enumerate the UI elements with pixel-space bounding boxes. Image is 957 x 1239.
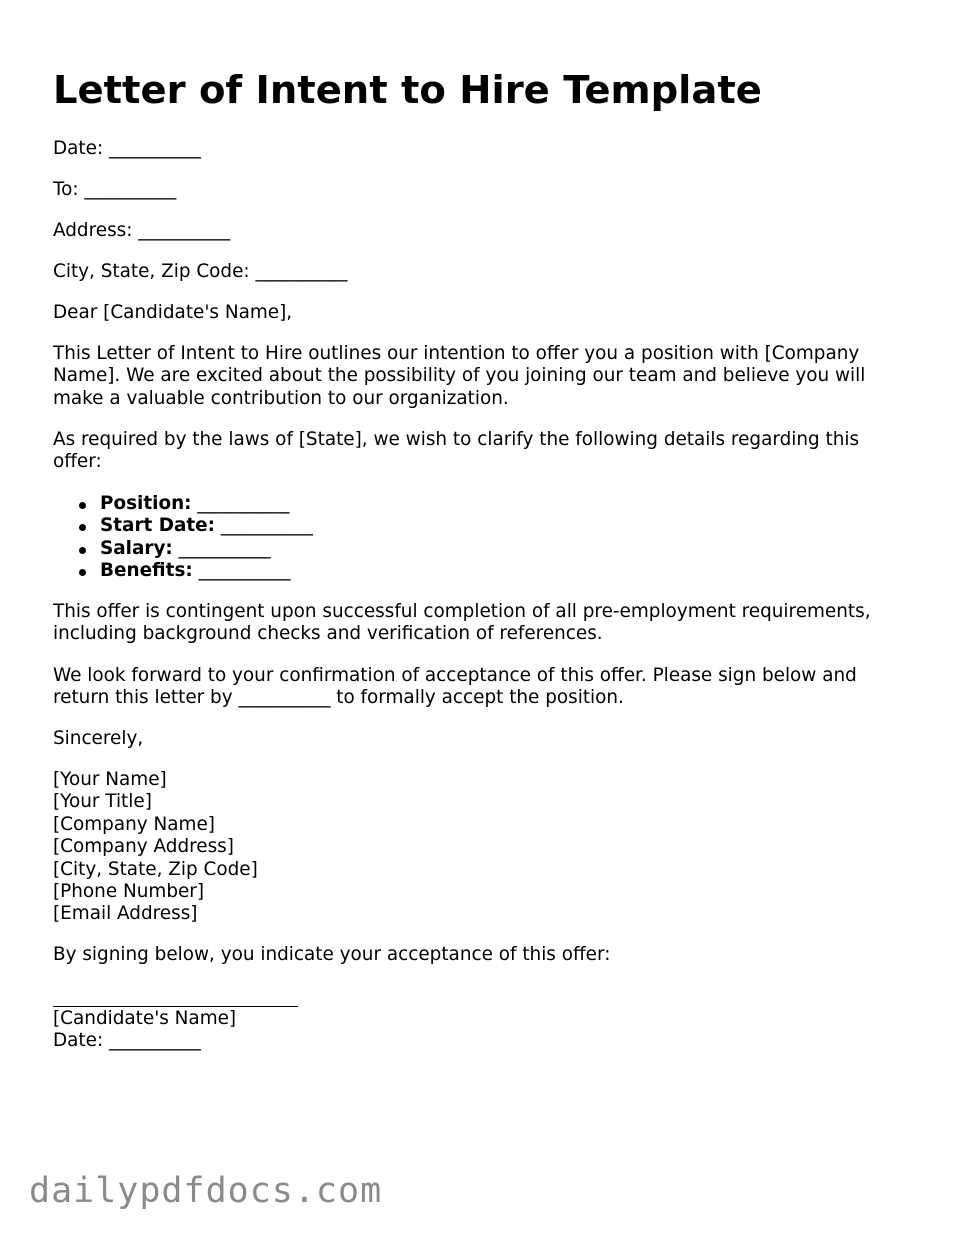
list-item: [53, 515, 313, 537]
offer-details-list: [53, 493, 313, 583]
detail-label: Start Date:: [100, 515, 216, 537]
sender-title: [Your Title]: [53, 791, 152, 813]
detail-value: __________: [178, 537, 271, 559]
sender-signature-block: [53, 769, 258, 926]
detail-value: __________: [197, 493, 290, 514]
contingent-paragraph: This offer is contingent upon successful completion of all pre-employment requirements, including background checks and verification of references.: [53, 601, 871, 645]
company-city-state-zip: [City, State, Zip Code]: [53, 858, 258, 880]
to-field: To: __________: [53, 179, 177, 200]
candidate-date: Date: __________: [53, 1030, 201, 1051]
company-name: [Company Name]: [53, 813, 215, 835]
bullet-icon: [79, 524, 86, 531]
email-address: [Email Address]: [53, 903, 198, 925]
bullet-icon: [79, 502, 86, 509]
phone-number: [Phone Number]: [53, 881, 205, 903]
detail-label: Salary:: [100, 537, 173, 559]
date-field: Date: __________: [53, 138, 201, 159]
confirmation-paragraph: We look forward to your confirmation of acceptance of this offer. Please sign below and return this letter by __________ to formally accept the position.: [53, 665, 857, 709]
bullet-icon: [79, 547, 86, 554]
salutation: Dear [Candidate's Name],: [53, 302, 293, 323]
list-item: [53, 538, 313, 560]
watermark: dailypdfdocs.com: [29, 1171, 383, 1211]
acceptance-text: By signing below, you indicate your acceptance of this offer:: [53, 944, 611, 965]
closing: Sincerely,: [53, 728, 144, 749]
detail-label: Benefits:: [100, 560, 193, 582]
laws-paragraph: As required by the laws of [State], we wish to clarify the following details regarding this offer:: [53, 429, 860, 473]
candidate-name: [Candidate's Name]: [53, 1008, 237, 1029]
document-title: Letter of Intent to Hire Template: [53, 68, 762, 113]
list-item: [53, 560, 313, 582]
list-item: [53, 493, 313, 515]
address-field: Address: __________: [53, 220, 231, 241]
bullet-icon: [79, 569, 86, 576]
detail-label: Position:: [100, 493, 192, 514]
detail-value: __________: [198, 560, 291, 582]
company-address: [Company Address]: [53, 836, 234, 858]
city-state-zip-field: City, State, Zip Code: __________: [53, 261, 348, 282]
intro-paragraph: This Letter of Intent to Hire outlines our intention to offer you a position with [Company Name]. We are excited about the possibility of you joining our team and believe you will make a valuable contribution to our organization.: [53, 343, 866, 409]
detail-value: __________: [220, 515, 313, 537]
sender-name: [Your Name]: [53, 769, 167, 790]
signature-line: [53, 1006, 298, 1007]
